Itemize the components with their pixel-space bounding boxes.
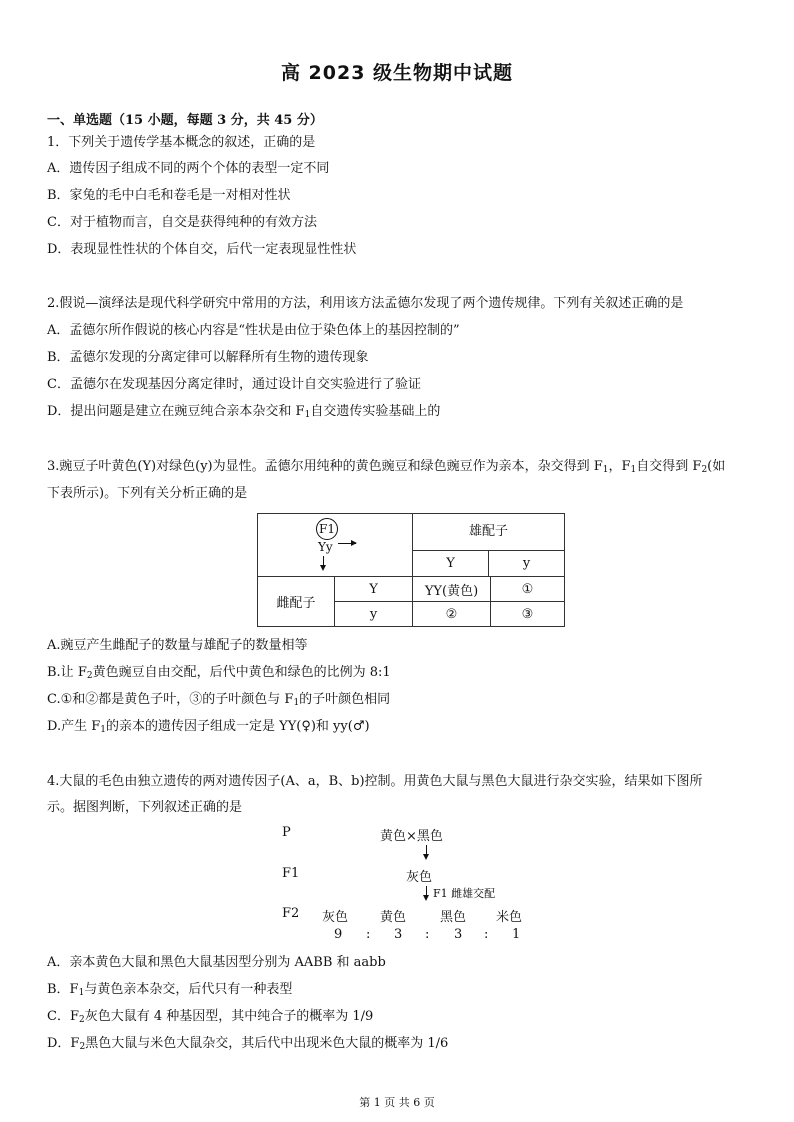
female-Y: Y	[335, 577, 413, 602]
q4-option-c: C．$F_2$灰色大鼠有 4 种基因型，其中纯合子的概率为 1/9	[47, 1009, 374, 1025]
male-Y: Y	[413, 551, 489, 576]
q1-option-d: D．表现显性性状的个体自交，后代一定表现显性性状	[47, 242, 357, 257]
f1-genotype: Yy	[318, 540, 333, 554]
table-corner-cell	[258, 514, 413, 577]
q2-option-d: D．提出问题是建立在豌豆纯合亲本杂交和 $F_1$自交遗传实验基础上的	[47, 404, 441, 420]
right-arrow-icon	[338, 543, 356, 544]
down-arrow-icon	[323, 556, 324, 569]
gamete-table	[257, 513, 565, 627]
f2-cream: 米色	[496, 910, 523, 925]
male-gamete-header: 雄配子 Y y	[413, 514, 565, 577]
page-number: 第 1 页 共 6 页	[359, 1096, 435, 1109]
q3-option-b: B.让 $F_2$黄色豌豆自由交配，后代中黄色和绿色的比例为 8:1	[47, 665, 391, 681]
ratio-4: 1	[512, 927, 521, 942]
q2-option-b: B．孟德尔发现的分离定律可以解释所有生物的遗传现象	[47, 350, 369, 365]
q4-option-d: D．$F_2$黑色大鼠与米色大鼠杂交，其后代中出现米色大鼠的概率为 1/6	[47, 1036, 449, 1052]
ratio-1: 9	[334, 927, 343, 942]
ratio-colon: :	[425, 927, 430, 942]
q2-option-c: C．孟德尔在发现基因分离定律时，通过设计自交实验进行了验证	[47, 377, 421, 392]
cross-parents: 黄色×黑色	[380, 829, 443, 844]
f2-gray: 灰色	[322, 910, 349, 925]
down-arrow-icon	[426, 886, 427, 899]
cross-p-label: P	[282, 825, 291, 840]
section-heading: 一、单选题（15 小题，每题 3 分，共 45 分）	[47, 113, 323, 128]
ratio-colon: :	[484, 927, 489, 942]
cross-f1-label: F1	[282, 866, 300, 881]
male-y: y	[522, 556, 531, 571]
cross-f1-phenotype: 灰色	[406, 870, 433, 885]
ratio-2: 3	[394, 927, 403, 942]
ratio-colon: :	[366, 927, 371, 942]
q1-option-a: A．遗传因子组成不同的两个个体的表型一定不同	[47, 161, 330, 176]
cell-1: ①	[491, 577, 565, 602]
cell-3: ③	[491, 602, 565, 627]
q3-stem-line2: 下表所示)。下列有关分析正确的是	[47, 486, 248, 501]
q3-option-d: D.产生 $F_1$的亲本的遗传因子组成一定是 YY(♀)和 yy(♂)	[47, 719, 370, 735]
ratio-3: 3	[454, 927, 463, 942]
f2-yellow: 黄色	[380, 910, 407, 925]
q1-option-c: C．对于植物而言，自交是获得纯种的有效方法	[47, 215, 317, 230]
q4-option-b: B．$F_1$与黄色亲本杂交，后代只有一种表型	[47, 982, 293, 998]
cross-f2-label: F2	[282, 906, 300, 921]
cell-2: ②	[413, 602, 491, 627]
down-arrow-icon	[426, 845, 427, 858]
q1-stem: 1．下列关于遗传学基本概念的叙述，正确的是	[47, 135, 316, 150]
q2-option-a: A．孟德尔所作假说的核心内容是“性状是由位于染色体上的基因控制的”	[47, 323, 460, 338]
q2-stem: 2.假说—演绎法是现代科学研究中常用的方法，利用该方法孟德尔发现了两个遗传规律。下列有关叙述正确的是	[47, 296, 684, 311]
q4-option-a: A．亲本黄色大鼠和黑色大鼠基因型分别为 AABB 和 aabb	[47, 955, 386, 970]
q4-stem-line2: 示。据图判断，下列叙述正确的是	[47, 800, 243, 815]
cell-YY: YY(黄色)	[413, 577, 491, 602]
q3-option-c: C.①和②都是黄色子叶，③的子叶颜色与 $F_1$的子叶颜色相同	[47, 692, 391, 708]
female-y: y	[335, 602, 413, 627]
page-title: 高 2023 级生物期中试题	[280, 62, 514, 84]
f2-black: 黑色	[440, 910, 467, 925]
q1-option-b: B．家兔的毛中白毛和卷毛是一对相对性状	[47, 188, 291, 203]
f1-circle-label: F1	[316, 518, 338, 540]
cross-f1-note: F1 雌雄交配	[433, 887, 496, 900]
q3-option-a: A.豌豆产生雌配子的数量与雄配子的数量相等	[47, 638, 308, 653]
q4-stem-line1: 4.大鼠的毛色由独立遗传的两对遗传因子(A、a，B、b)控制。用黄色大鼠与黑色大鼠进行杂交实验，结果如下图所	[47, 774, 703, 789]
q3-stem-line1: 3.豌豆子叶黄色(Y)对绿色(y)为显性。孟德尔用纯种的黄色豌豆和绿色豌豆作为亲本，杂交得到 $F_1$，$F_1$自交得到 $F_2$(如	[47, 459, 726, 475]
female-gamete-header: 雌配子	[258, 577, 335, 627]
